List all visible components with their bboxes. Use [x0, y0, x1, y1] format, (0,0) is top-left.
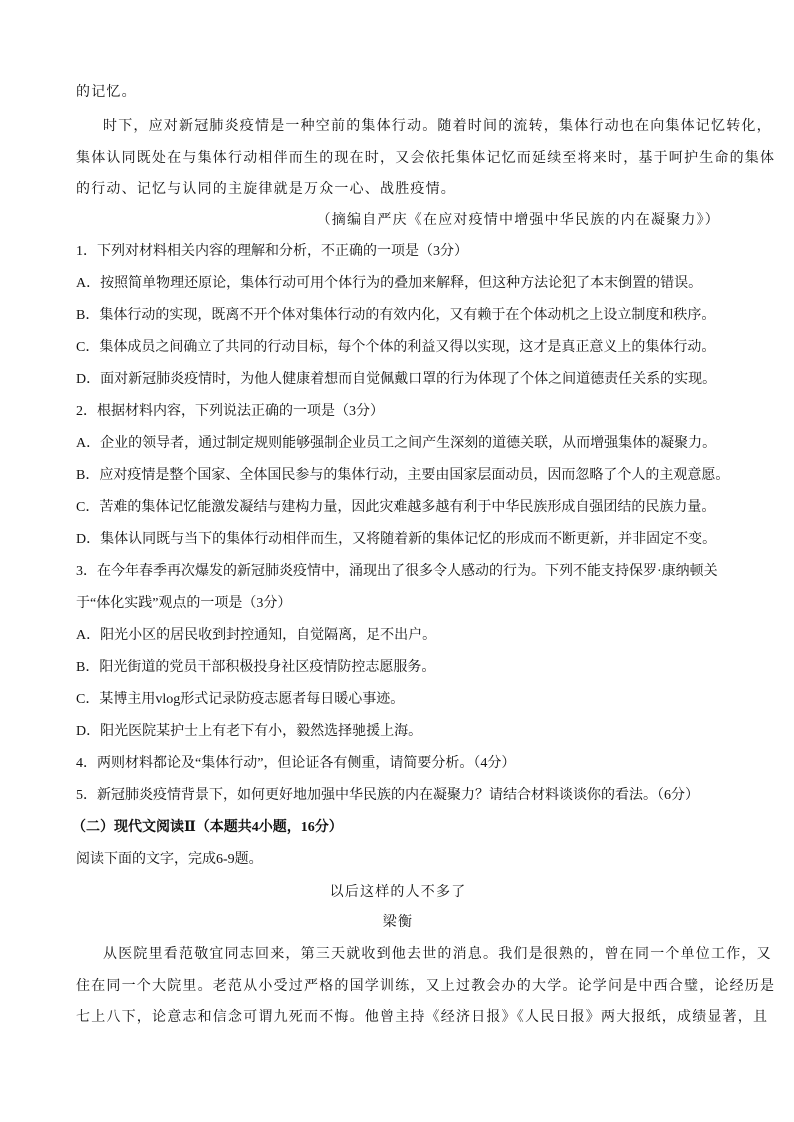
question-1-option-c: C．集体成员之间确立了共同的行动目标，每个个体的利益又得以实现，这才是真正意义上的集体行动。: [76, 340, 716, 355]
question-1-stem: 1．下列对材料相关内容的理解和分析，不正确的一项是（3分）: [76, 244, 468, 259]
question-1-option-b: B．集体行动的实现，既离不开个体对集体行动的有效内化，又有赖于在个体动机之上设立制度和秩序。: [76, 308, 716, 323]
question-1-option-d: D．面对新冠肺炎疫情时，为他人健康着想而自觉佩戴口罩的行为体现了个体之间道德责任关系的实现。: [76, 372, 717, 387]
question-2-option-b: B．应对疫情是整个国家、全体国民参与的集体行动，主要由国家层面动员，因而忽略了个人的主观意愿。: [76, 468, 730, 483]
question-5: 5．新冠肺炎疫情背景下，如何更好地加强中华民族的内在凝聚力？请结合材料谈谈你的看法。（6分）: [76, 788, 699, 803]
passage-line: 的行动、记忆与认同的主旋律就是万众一心、战胜疫情。: [76, 181, 456, 197]
article-line: 七上八下，论意志和信念可谓九死而不悔。他曾主持《经济日报》《人民日报》两大报纸，成绩显著，且: [76, 1009, 769, 1025]
article-line: 从医院里看范敬宜同志回来，第三天就收到他去世的消息。我们是很熟的，曾在同一个单位工作，又: [103, 946, 772, 962]
question-2-stem: 2．根据材料内容，下列说法正确的一项是（3分）: [76, 404, 384, 419]
article-line: 住在同一个大院里。老范从小受过严格的国学训练，又上过教会办的大学。论学问是中西合璧，论经历是: [76, 978, 776, 994]
question-2-option-d: D．集体认同既与当下的集体行动相伴而生，又将随着新的集体记忆的形成而不断更新，并非固定不变。: [76, 532, 717, 547]
question-2-option-c: C．苦难的集体记忆能激发凝结与建构力量，因此灾难越多越有利于中华民族形成自强团结的民族力量。: [76, 500, 716, 515]
question-3-option-a: A．阳光小区的居民收到封控通知，自觉隔离，足不出户。: [76, 628, 437, 643]
question-3-option-d: D．阳光医院某护士上有老下有小，毅然选择驰援上海。: [76, 724, 423, 739]
article-title: 以后这样的人不多了: [329, 884, 467, 900]
question-1-option-a: A．按照简单物理还原论，集体行动可用个体行为的叠加来解释，但这种方法论犯了本末倒置的错误。: [76, 276, 703, 291]
question-2-option-a: A．企业的领导者，通过制定规则能够强制企业员工之间产生深刻的道德关联，从而增强集体的凝聚力。: [76, 436, 717, 451]
question-3-stem: 3．在今年春季再次爆发的新冠肺炎疫情中，涌现出了很多令人感动的行为。下列不能支持保罗·康纳顿关: [76, 564, 718, 579]
article-author: 梁衡: [382, 914, 414, 930]
question-3-option-c: C．某博主用vlog形式记录防疫志愿者每日暖心事迹。: [76, 692, 405, 707]
section-instruction: 阅读下面的文字，完成6-9题。: [76, 852, 263, 867]
question-3-stem-cont: 于“体化实践”观点的一项是（3分）: [76, 596, 292, 611]
passage-line: 时下，应对新冠肺炎疫情是一种空前的集体行动。随着时间的流转，集体行动也在向集体记忆转化，: [103, 118, 772, 134]
section-heading: （二）现代文阅读Ⅱ（本题共4小题，16分）: [72, 820, 343, 835]
passage-line: 集体认同既处在与集体行动相伴而生的现在时，又会依托集体记忆而延续至将来时，基于呵护生命的集体: [76, 150, 776, 166]
source-citation: （摘编自严庆《在应对疫情中增强中华民族的内在凝聚力》）: [316, 212, 720, 228]
passage-line: 的记忆。: [76, 84, 137, 100]
question-4: 4．两则材料都论及“集体行动”，但论证各有侧重，请简要分析。（4分）: [76, 756, 516, 771]
question-3-option-b: B．阳光街道的党员干部积极投身社区疫情防控志愿服务。: [76, 660, 436, 675]
